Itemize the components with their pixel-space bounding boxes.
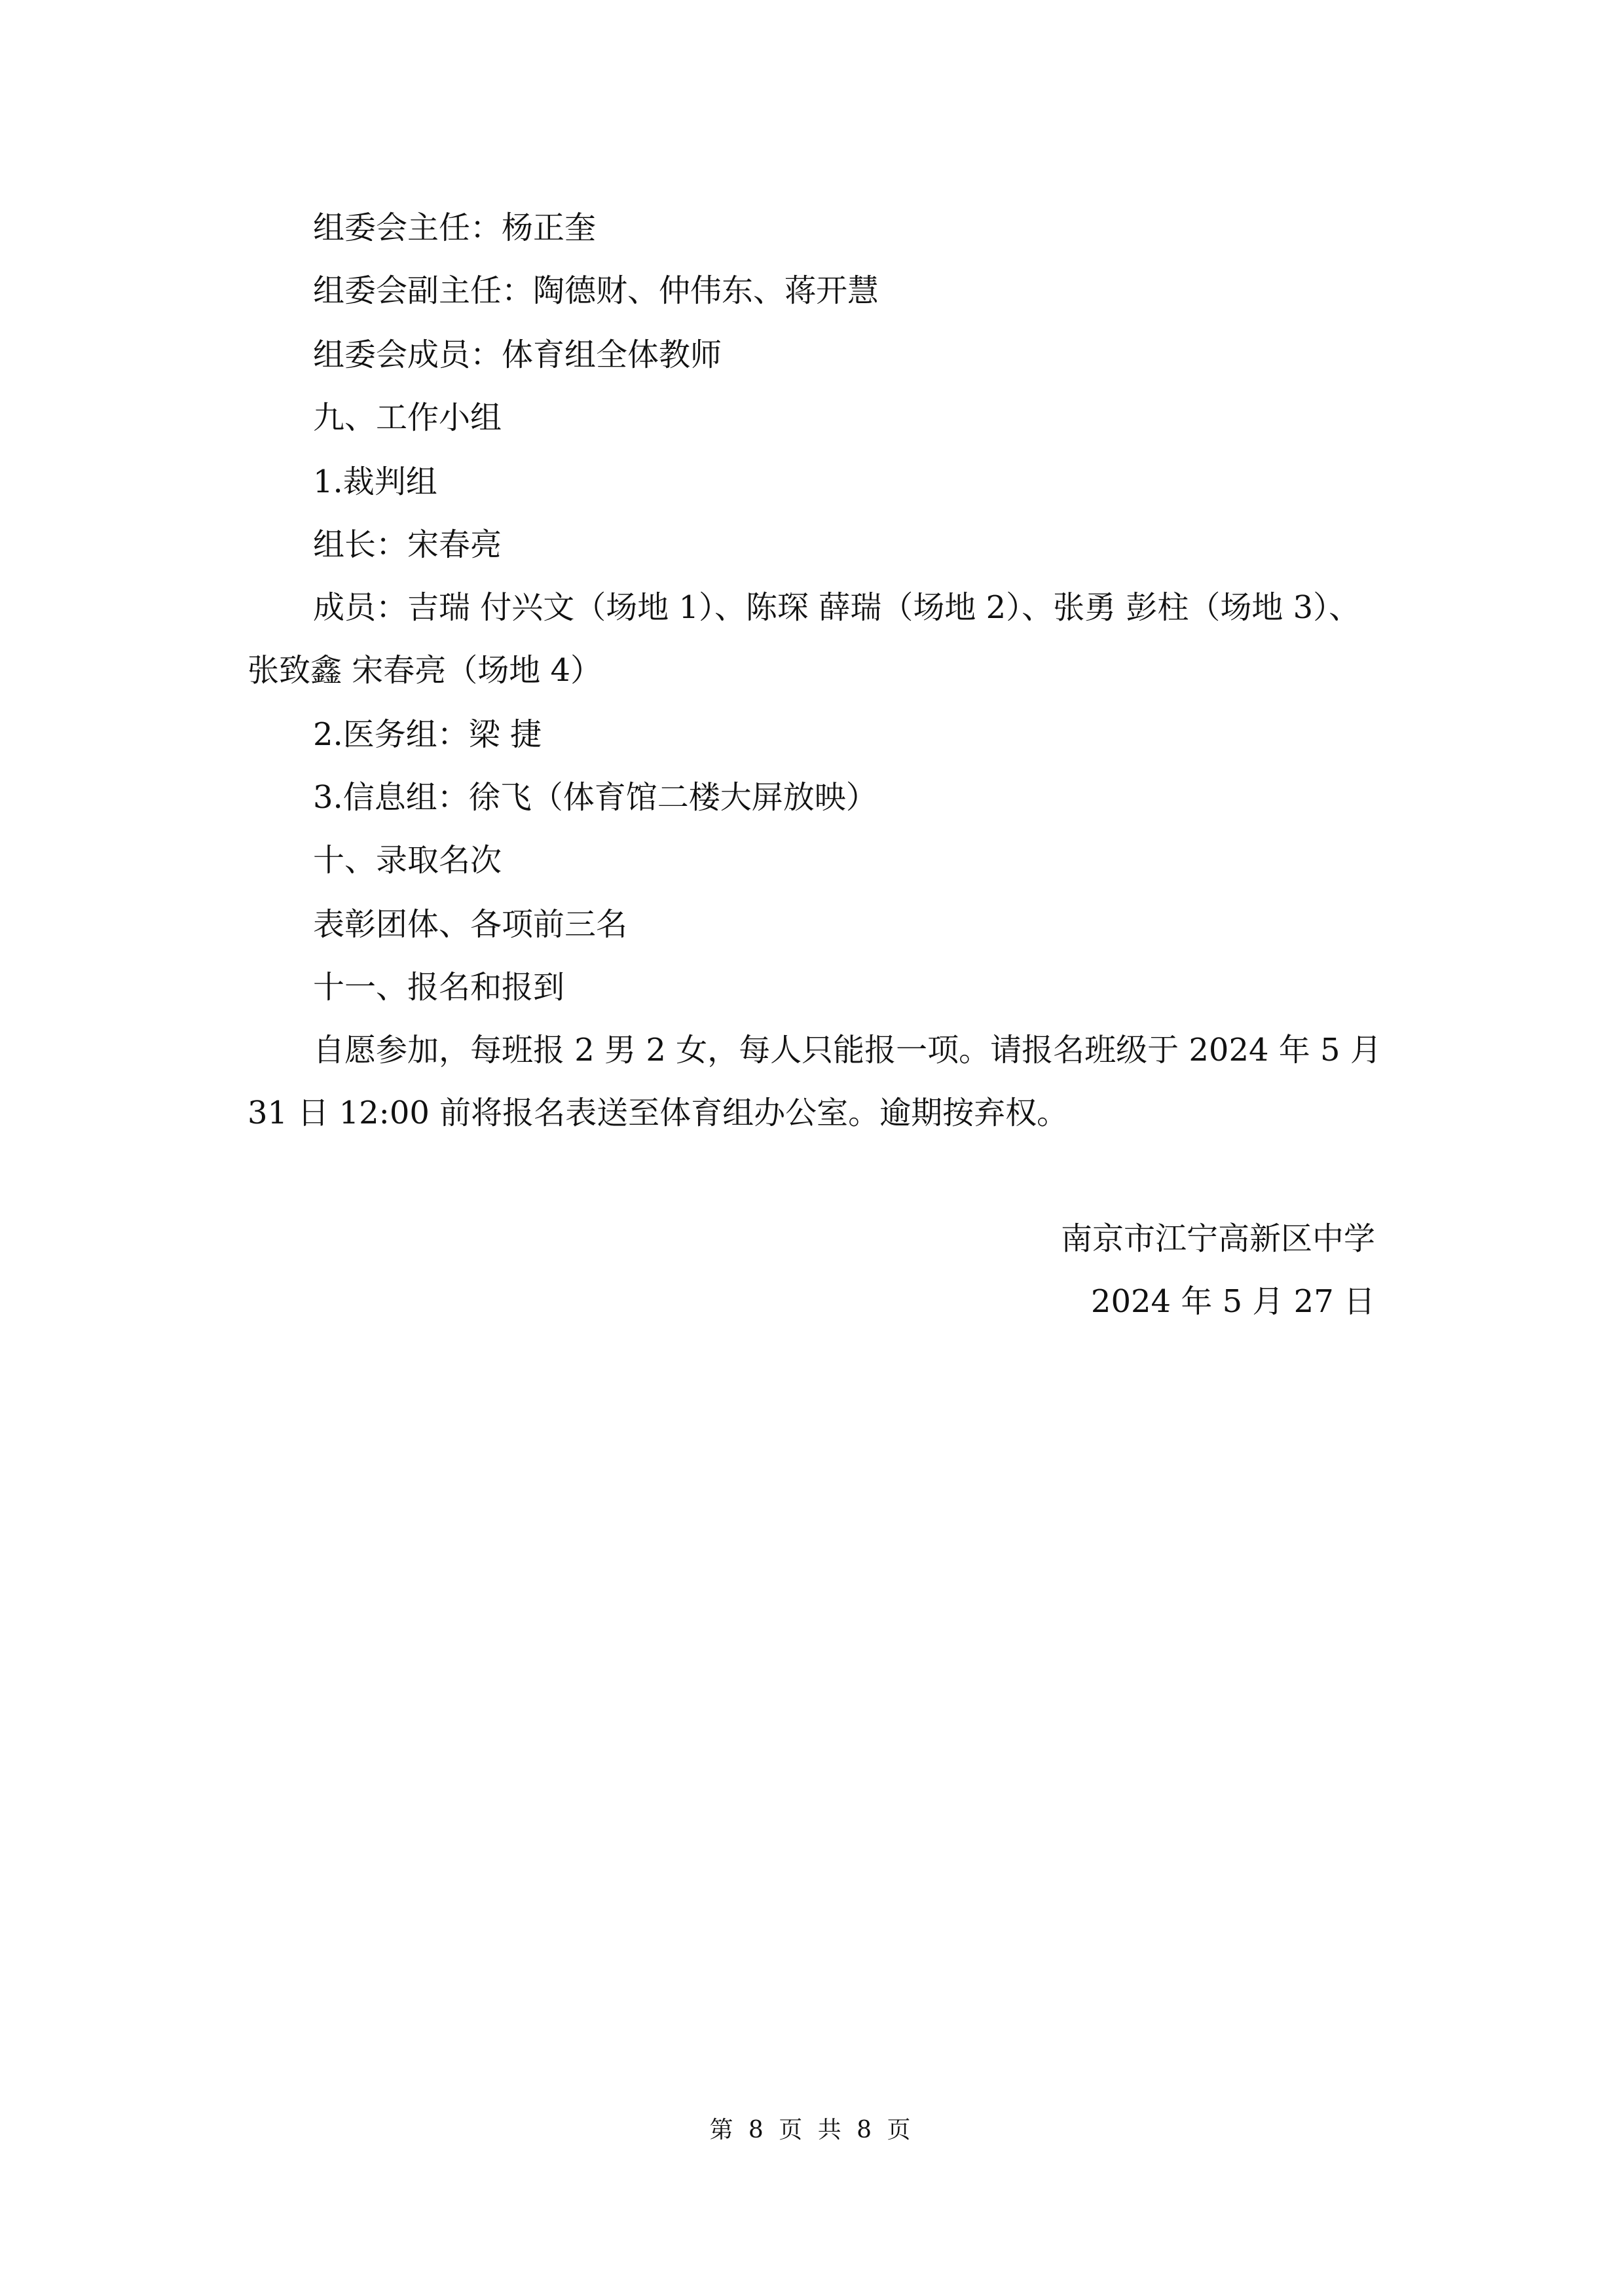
referee-group-leader-line: 组长：宋春亮	[313, 526, 502, 563]
section-heading-rankings: 十、录取名次	[313, 842, 502, 879]
information-group-line: 3.信息组：徐飞（体育馆二楼大屏放映）	[313, 779, 877, 816]
registration-text-line-2: 31 日 12:00 前将报名表送至体育组办公室。逾期按弃权。	[248, 1095, 1069, 1131]
signature-organization: 南京市江宁高新区中学	[1060, 1220, 1375, 1257]
rankings-text: 表彰团体、各项前三名	[313, 906, 628, 943]
section-heading-registration: 十一、报名和报到	[313, 969, 565, 1006]
committee-members-line: 组委会成员：体育组全体教师	[313, 337, 722, 373]
committee-director-line: 组委会主任：杨正奎	[313, 210, 597, 246]
registration-text-line-1: 自愿参加，每班报 2 男 2 女，每人只能报一项。请报名班级于 2024 年 5 月	[313, 1032, 1382, 1068]
referee-group-members-line: 成员：吉瑞 付兴文（场地 1）、陈琛 薛瑞（场地 2）、张勇 彭柱（场地 3）、	[313, 589, 1361, 626]
referee-group-heading: 1.裁判组	[313, 464, 437, 500]
referee-group-members-continuation: 张致鑫 宋春亮（场地 4）	[248, 652, 602, 689]
committee-vice-director-line: 组委会副主任：陶德财、仲伟东、蒋开慧	[313, 272, 879, 309]
signature-date: 2024 年 5 月 27 日	[1090, 1283, 1375, 1320]
page-footer: 第 8 页 共 8 页	[709, 2117, 915, 2143]
section-heading-working-groups: 九、工作小组	[313, 399, 502, 436]
medical-group-line: 2.医务组：梁 捷	[313, 716, 542, 753]
